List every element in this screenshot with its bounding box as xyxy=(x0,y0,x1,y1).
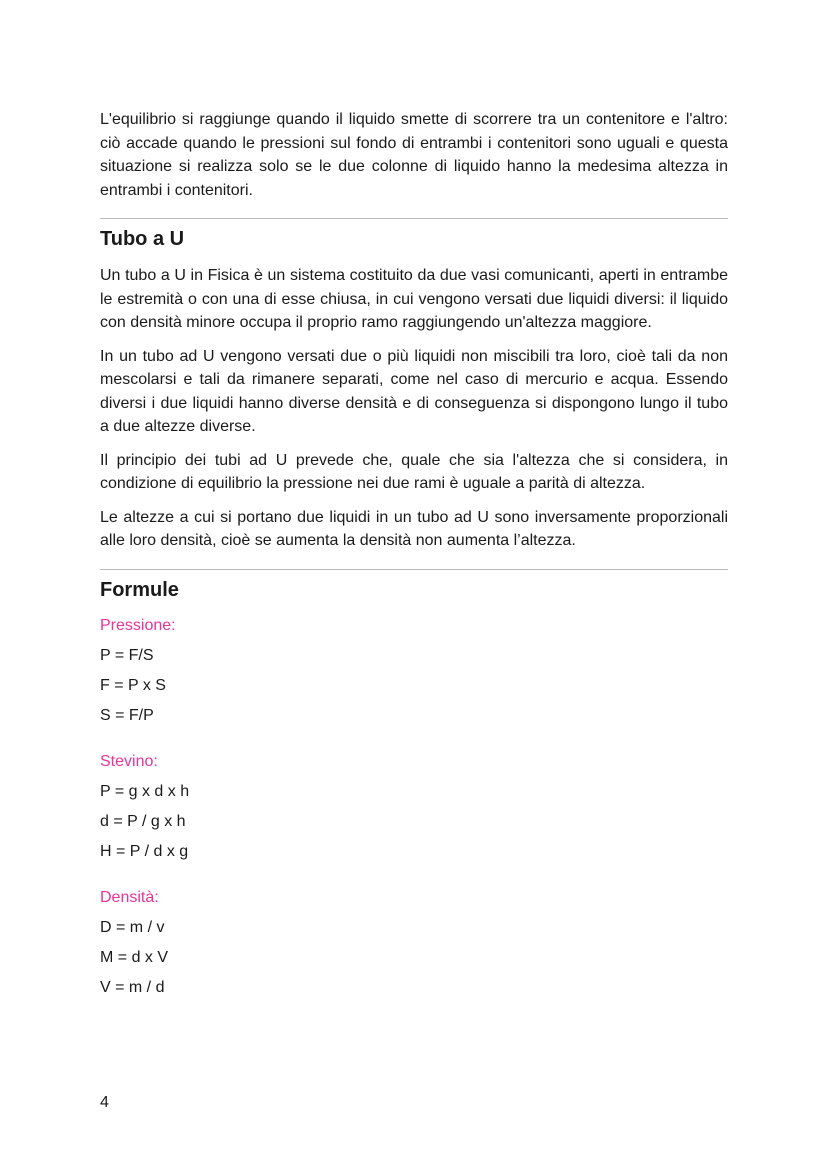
formula-group-stevino xyxy=(100,751,728,863)
formula-group-pressione xyxy=(100,615,728,727)
formula-group-title: Densità: xyxy=(100,888,159,906)
formula-group-densita xyxy=(100,887,728,999)
page-number: 4 xyxy=(100,1094,109,1111)
formula: M = d x V xyxy=(100,948,169,966)
formula: D = m / v xyxy=(100,918,165,936)
tubo-paragraph: Il principio dei tubi ad U prevede che, quale che sia l'altezza che si considera, in condizione di equilibrio la pressione nei due rami è uguale a parità di altezza. xyxy=(100,451,728,492)
section-title-tubo: Tubo a U xyxy=(100,228,185,250)
formula: P = g x d x h xyxy=(100,782,190,800)
tubo-paragraph: In un tubo ad U vengono versati due o più liquidi non miscibili tra loro, cioè tali da non mescolarsi e tali da rimanere separati, come nel caso di mercurio e acqua. Essendo diversi i due liquidi hanno diverse densità e di conseguenza si dispongono lungo il tubo a due altezze diverse. xyxy=(100,347,728,435)
section-divider xyxy=(100,218,728,219)
formula: S = F/P xyxy=(100,706,154,724)
tubo-paragraph: Un tubo a U in Fisica è un sistema costituito da due vasi comunicanti, aperti in entrambe le estremità o con una di esse chiusa, in cui vengono versati due liquidi diversi: il liquido con densità minore occupa il proprio ramo raggiungendo un'altezza maggiore. xyxy=(100,267,728,331)
document-page xyxy=(100,108,728,1023)
formula-group-title: Stevino: xyxy=(100,752,158,770)
formula: H = P / d x g xyxy=(100,842,189,860)
section-title-formule: Formule xyxy=(100,578,179,601)
formula: d = P / g x h xyxy=(100,812,186,830)
section-divider xyxy=(100,569,728,570)
formula: V = m / d xyxy=(100,978,165,996)
formula: P = F/S xyxy=(100,646,154,664)
formula: F = P x S xyxy=(100,676,166,694)
intro-paragraph: L'equilibrio si raggiunge quando il liquido smette di scorrere tra un contenitore e l'altro: ciò accade quando le pressioni sul fondo di entrambi i contenitori sono uguali e questa situazione si realizza solo se le due colonne di liquido hanno la medesima altezza in entrambi i contenitori. xyxy=(100,111,728,199)
tubo-paragraph: Le altezze a cui si portano due liquidi in un tubo ad U sono inversamente proporzionali alle loro densità, cioè se aumenta la densità non aumenta l’altezza. xyxy=(100,508,728,549)
formula-group-title: Pressione: xyxy=(100,616,176,634)
